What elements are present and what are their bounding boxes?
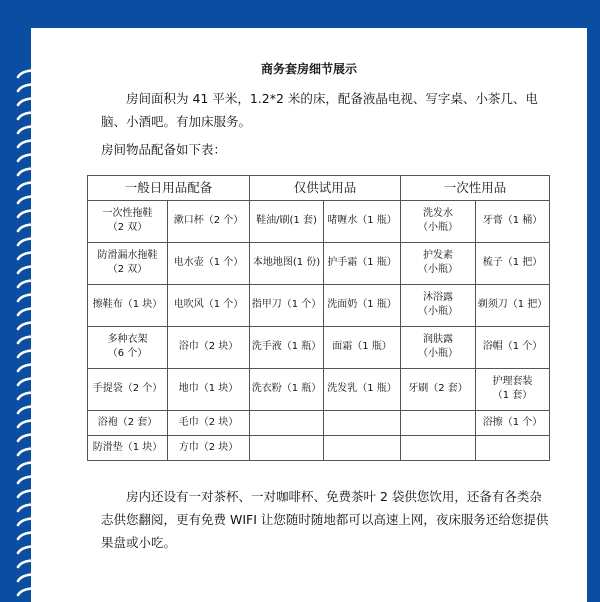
cell-text: 洗发水 <box>423 208 454 220</box>
cell-text: （6 个） <box>107 348 148 360</box>
cell-text: 剃须刀（1 把） <box>477 299 548 311</box>
table-cell <box>401 435 476 460</box>
spiral-ring-icon <box>14 530 50 543</box>
table-row <box>88 410 550 435</box>
header-daily-items: 一般日用品配备 <box>88 176 250 201</box>
table-cell <box>324 284 401 326</box>
table-cell <box>476 410 550 435</box>
table-cell <box>401 201 476 243</box>
cell-text: 浴袍（2 套） <box>97 416 158 428</box>
spiral-ring-icon <box>14 390 50 403</box>
table-row <box>88 201 550 243</box>
spiral-ring-icon <box>14 432 50 445</box>
table-cell <box>250 326 324 368</box>
spiral-ring-icon <box>14 404 50 417</box>
cell-text: 地巾（1 块） <box>178 383 239 395</box>
table-cell <box>250 284 324 326</box>
spiral-ring-icon <box>14 502 50 515</box>
table-cell <box>168 242 250 284</box>
spiral-ring-icon <box>14 250 50 263</box>
cell-text: 洗发乳（1 瓶） <box>327 383 397 395</box>
table-row <box>88 368 550 410</box>
cell-text: 本地地图(1 份) <box>252 257 321 269</box>
table-cell <box>88 326 168 368</box>
spiral-ring-icon <box>14 152 50 165</box>
table-cell <box>476 435 550 460</box>
table-cell <box>168 201 250 243</box>
header-trial-items: 仅供试用品 <box>250 176 401 201</box>
table-cell <box>401 284 476 326</box>
cell-text: 漱口杯（2 个） <box>173 215 244 227</box>
table-cell <box>168 410 250 435</box>
spiral-ring-icon <box>14 446 50 459</box>
cell-text: 电水壶（1 个） <box>173 257 244 269</box>
spiral-ring-icon <box>14 264 50 277</box>
table-cell <box>250 368 324 410</box>
table-cell <box>168 435 250 460</box>
table-header-row <box>88 176 550 201</box>
table-cell <box>476 326 550 368</box>
table-cell <box>324 368 401 410</box>
table-cell <box>324 435 401 460</box>
cell-text: 护理套装 <box>492 376 533 388</box>
cell-text: （2 双） <box>107 222 148 234</box>
cell-text: 啫喱水（1 瓶） <box>327 215 397 227</box>
cell-text: 浴擦（1 个） <box>482 416 543 428</box>
spiral-ring-icon <box>14 236 50 249</box>
table-cell <box>476 242 550 284</box>
spiral-ring-icon <box>14 348 50 361</box>
spiral-ring-icon <box>14 138 50 151</box>
table-cell <box>401 326 476 368</box>
cell-text: 鞋油/刷(1 套) <box>256 215 317 227</box>
spiral-ring-icon <box>14 460 50 473</box>
spiral-ring-icon <box>14 110 50 123</box>
table-cell <box>168 368 250 410</box>
cell-text: 毛巾（2 块） <box>178 416 239 428</box>
spiral-ring-icon <box>14 194 50 207</box>
table-cell <box>250 410 324 435</box>
spiral-ring-icon <box>14 82 50 95</box>
cell-text: 沐浴露 <box>423 292 454 304</box>
table-cell <box>88 242 168 284</box>
spiral-ring-icon <box>14 96 50 109</box>
cell-text: 洗面奶（1 瓶） <box>327 299 397 311</box>
cell-text: 牙膏（1 桶） <box>482 215 543 227</box>
spiral-ring-icon <box>14 222 50 235</box>
table-cell <box>401 368 476 410</box>
spiral-ring-icon <box>14 166 50 179</box>
cell-text: （小瓶） <box>418 264 459 276</box>
cell-text: 电吹风（1 个） <box>173 299 244 311</box>
table-cell <box>88 410 168 435</box>
cell-text: 一次性拖鞋 <box>102 208 153 220</box>
table-cell <box>476 284 550 326</box>
intro-paragraph <box>101 87 551 133</box>
spiral-ring-icon <box>14 516 50 529</box>
spiral-ring-icon <box>14 180 50 193</box>
table-cell <box>324 201 401 243</box>
table-cell <box>168 284 250 326</box>
spiral-ring-icon <box>14 544 50 557</box>
spiral-ring-icon <box>14 418 50 431</box>
spiral-ring-icon <box>14 362 50 375</box>
cell-text: 手提袋（2 个） <box>92 383 163 395</box>
spiral-ring-icon <box>14 334 50 347</box>
spiral-ring-icon <box>14 474 50 487</box>
intro-text: 房间面积为 41 平米，1.2*2 米的床，配备液晶电视、写字桌、小茶几、电脑、小酒吧。有加床服务。 <box>101 91 538 129</box>
table-cell <box>476 368 550 410</box>
cell-text: 防滑垫（1 块） <box>92 441 163 453</box>
spiral-ring-icon <box>14 376 50 389</box>
cell-text: 牙刷（2 套） <box>408 383 468 395</box>
table-cell <box>250 435 324 460</box>
amenities-table <box>87 175 550 461</box>
footer-text: 房内还设有一对茶杯、一对咖啡杯、免费茶叶 2 袋供您饮用，还备有各类杂志供您翻阅，更有免费 WIFI 让您随时随地都可以高速上网，夜床服务还给您提供果盘或小吃。 <box>101 489 549 550</box>
table-cell <box>168 326 250 368</box>
table-cell <box>401 242 476 284</box>
spiral-ring-icon <box>14 572 50 585</box>
table-cell <box>88 368 168 410</box>
cell-text: （小瓶） <box>418 222 459 234</box>
table-cell <box>250 242 324 284</box>
spiral-ring-icon <box>14 124 50 137</box>
cell-text: 护发素 <box>423 250 454 262</box>
table-cell <box>324 326 401 368</box>
table-cell <box>324 410 401 435</box>
cell-text: 浴巾（2 块） <box>178 341 239 353</box>
cell-text: 润肤露 <box>423 334 454 346</box>
cell-text: 擦鞋布（1 块） <box>92 299 163 311</box>
cell-text: 洗手液（1 瓶） <box>251 341 322 353</box>
cell-text: （2 双） <box>107 264 148 276</box>
table-cell <box>250 201 324 243</box>
table-cell <box>476 201 550 243</box>
table-row <box>88 435 550 460</box>
table-caption: 房间物品配备如下表： <box>101 142 227 157</box>
spiral-ring-icon <box>14 320 50 333</box>
cell-text: 梳子（1 把） <box>482 257 543 269</box>
cell-text: 洗衣粉（1 瓶） <box>251 383 322 395</box>
cell-text: 浴帽（1 个） <box>482 341 543 353</box>
spiral-ring-icon <box>14 558 50 571</box>
spiral-ring-icon <box>14 208 50 221</box>
table-cell <box>88 284 168 326</box>
cell-text: 面霜（1 瓶） <box>332 341 392 353</box>
cell-text: 指甲刀（1 个） <box>251 299 322 311</box>
table-row <box>88 284 550 326</box>
spiral-ring-icon <box>14 586 50 599</box>
spiral-ring-icon <box>14 488 50 501</box>
table-cell <box>324 242 401 284</box>
cell-text: 防滑漏水拖鞋 <box>97 250 158 262</box>
table-cell <box>88 201 168 243</box>
cell-text: （1 套） <box>492 390 533 402</box>
cell-text: （小瓶） <box>418 348 459 360</box>
spiral-ring-icon <box>14 306 50 319</box>
page-title: 商务套房细节展示 <box>260 62 357 76</box>
footer-paragraph <box>101 485 551 554</box>
spiral-ring-icon <box>14 278 50 291</box>
table-row <box>88 326 550 368</box>
table-row <box>88 242 550 284</box>
table-cell <box>88 435 168 460</box>
spiral-binding <box>14 68 54 602</box>
cell-text: 多种衣架 <box>107 334 148 346</box>
spiral-ring-icon <box>14 292 50 305</box>
cell-text: 护手霜（1 瓶） <box>327 257 397 269</box>
header-disposable-items: 一次性用品 <box>401 176 550 201</box>
cell-text: （小瓶） <box>418 306 459 318</box>
cell-text: 方巾（2 块） <box>178 441 239 453</box>
table-cell <box>401 410 476 435</box>
